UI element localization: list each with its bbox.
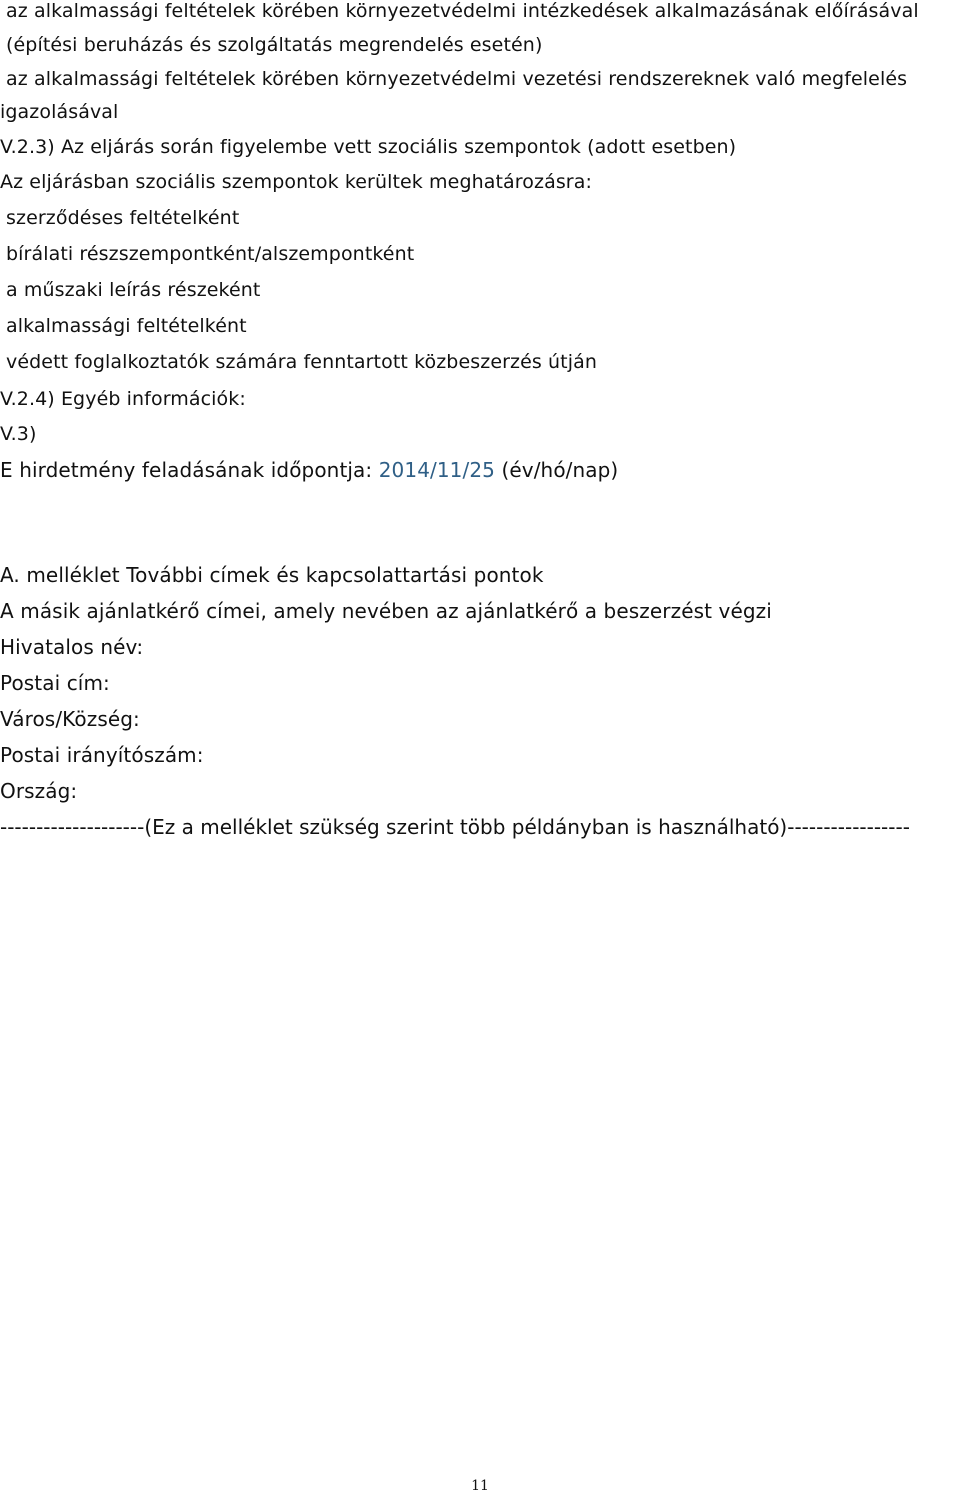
city-label: Város/Község: xyxy=(0,707,140,731)
list-item: a műszaki leírás részeként xyxy=(6,279,261,301)
page-number: 11 xyxy=(471,1478,489,1494)
publication-date-line xyxy=(0,458,618,482)
section-heading: V.3) xyxy=(0,423,37,445)
section-heading: V.2.4) Egyéb információk: xyxy=(0,388,246,410)
list-item: védett foglalkoztatók számára fenntartott közbeszerzés útján xyxy=(6,351,597,373)
official-name-label: Hivatalos név: xyxy=(0,635,144,659)
section-heading: V.2.3) Az eljárás során figyelembe vett szociális szempontok (adott esetben) xyxy=(0,136,737,158)
annex-footer-note: --------------------(Ez a melléklet szükség szerint több példányban is használható)----------------- xyxy=(0,815,910,839)
list-item: alkalmassági feltételként xyxy=(6,315,247,337)
text-line: (építési beruházás és szolgáltatás megrendelés esetén) xyxy=(6,34,543,56)
text-line: Az eljárásban szociális szempontok kerültek meghatározásra: xyxy=(0,171,592,193)
text-line: az alkalmassági feltételek körében környezetvédelmi intézkedések alkalmazásának előírásával xyxy=(6,0,919,22)
country-label: Ország: xyxy=(0,779,78,803)
publication-date-label: E hirdetmény feladásának időpontja: xyxy=(0,458,373,482)
annex-subtitle: A másik ajánlatkérő címei, amely nevében az ajánlatkérő a beszerzést végzi xyxy=(0,599,772,623)
publication-date-format: (év/hó/nap) xyxy=(501,458,619,482)
postal-address-label: Postai cím: xyxy=(0,671,110,695)
list-item: szerződéses feltételként xyxy=(6,207,240,229)
list-item: bírálati részszempontként/alszempontként xyxy=(6,243,415,265)
postal-code-label: Postai irányítószám: xyxy=(0,743,204,767)
annex-title: A. melléklet További címek és kapcsolattartási pontok xyxy=(0,563,544,587)
text-line: igazolásával xyxy=(0,101,119,123)
publication-date-value: 2014/11/25 xyxy=(378,458,495,482)
text-line: az alkalmassági feltételek körében környezetvédelmi vezetési rendszereknek való megfelelés xyxy=(6,68,908,90)
